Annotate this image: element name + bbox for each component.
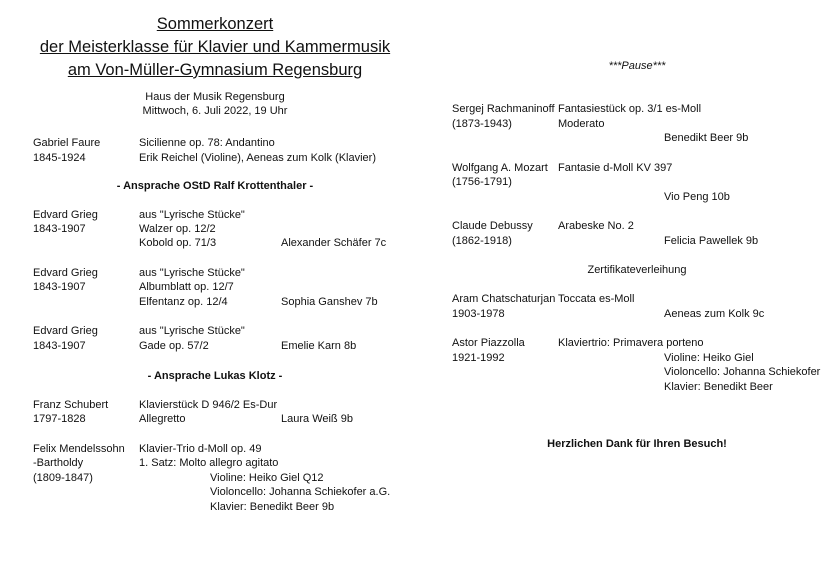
program-title-line-3: am Von-Müller-Gymnasium Regensburg	[67, 61, 363, 79]
performer: Violine: Heiko Giel	[664, 352, 754, 364]
performer: Klavier: Benedikt Beer	[664, 381, 773, 393]
composer-years: (1809-1847)	[33, 472, 93, 484]
composer-years: 1903-1978	[452, 308, 505, 320]
thank-you-note: Herzlichen Dank für Ihren Besuch!	[547, 438, 727, 450]
composer-years: 1843-1907	[33, 281, 86, 293]
work-title: Fantasiestück op. 3/1 es-Moll	[558, 103, 702, 115]
performer: Benedikt Beer 9b	[664, 132, 749, 144]
composer-chatschaturjan: Aram Chatschaturjan	[452, 293, 556, 305]
work-title: Arabeske No. 2	[558, 220, 634, 232]
work-title: Walzer op. 12/2	[139, 223, 216, 235]
performer: Laura Weiß 9b	[281, 413, 353, 425]
composer-mozart: Wolfgang A. Mozart	[452, 162, 548, 174]
work-title: Sicilienne op. 78: Andantino	[139, 137, 275, 149]
certificate-ceremony: Zertifikateverleihung	[587, 264, 687, 276]
composer-years: (1862-1918)	[452, 235, 512, 247]
performer: Alexander Schäfer 7c	[281, 237, 387, 249]
venue: Haus der Musik Regensburg	[145, 91, 285, 103]
composer-years: (1873-1943)	[452, 118, 512, 130]
composer-years: 1843-1907	[33, 340, 86, 352]
work-movement: Moderato	[558, 118, 605, 130]
composer-mendelssohn: Felix Mendelssohn	[33, 443, 125, 455]
work-title: Kobold op. 71/3	[139, 237, 217, 249]
program-title-line-2: der Meisterklasse für Klavier und Kammermusik	[39, 38, 391, 56]
performer: Vio Peng 10b	[664, 191, 730, 203]
composer-piazzolla: Astor Piazzolla	[452, 337, 525, 349]
performer: Violoncello: Johanna Schiekofer a.G.	[210, 486, 391, 498]
performer: Violine: Heiko Giel Q12	[210, 472, 324, 484]
composer-years: 1845-1924	[33, 152, 86, 164]
composer-rachmaninoff: Sergej Rachmaninoff	[452, 103, 555, 115]
composer-grieg: Edvard Grieg	[33, 267, 98, 279]
speech-klotz: - Ansprache Lukas Klotz -	[147, 370, 283, 382]
work-title: Klavierstück D 946/2 Es-Dur	[139, 399, 278, 411]
work-movement: Allegretto	[139, 413, 186, 425]
work-title: Klaviertrio: Primavera porteno	[558, 337, 704, 349]
composer-years: 1843-1907	[33, 223, 86, 235]
pause: ***Pause***	[608, 60, 666, 72]
performer: Emelie Karn 8b	[281, 340, 357, 352]
performers: Erik Reichel (Violine), Aeneas zum Kolk (Klavier)	[139, 152, 376, 164]
work-collection: aus "Lyrische Stücke"	[139, 325, 245, 337]
work-title: Toccata es-Moll	[558, 293, 635, 305]
work-collection: aus "Lyrische Stücke"	[139, 267, 245, 279]
work-collection: aus "Lyrische Stücke"	[139, 209, 245, 221]
work-title: Elfentanz op. 12/4	[139, 296, 228, 308]
work-title: Albumblatt op. 12/7	[139, 281, 234, 293]
performer: Klavier: Benedikt Beer 9b	[210, 501, 335, 513]
composer-debussy: Claude Debussy	[452, 220, 533, 232]
composer-years: 1797-1828	[33, 413, 86, 425]
composer-name-continued: -Bartholdy	[33, 457, 84, 469]
composer-schubert: Franz Schubert	[33, 399, 109, 411]
performer: Violoncello: Johanna Schiekofer	[664, 366, 821, 378]
work-movement: 1. Satz: Molto allegro agitato	[139, 457, 279, 469]
concert-date: Mittwoch, 6. Juli 2022, 19 Uhr	[142, 105, 288, 117]
performer: Felicia Pawellek 9b	[664, 235, 759, 247]
program-title-line-1: Sommerkonzert	[156, 15, 274, 33]
work-title: Fantasie d-Moll KV 397	[558, 162, 673, 174]
composer-grieg: Edvard Grieg	[33, 209, 98, 221]
composer-years: 1921-1992	[452, 352, 505, 364]
composer-faure: Gabriel Faure	[33, 137, 101, 149]
composer-years: (1756-1791)	[452, 176, 512, 188]
composer-grieg: Edvard Grieg	[33, 325, 98, 337]
speech-krottenthaler: - Ansprache OStD Ralf Krottenthaler -	[116, 180, 314, 192]
performer: Aeneas zum Kolk 9c	[664, 308, 765, 320]
work-title: Klavier-Trio d-Moll op. 49	[139, 443, 262, 455]
performer: Sophia Ganshev 7b	[281, 296, 378, 308]
work-title: Gade op. 57/2	[139, 340, 209, 352]
